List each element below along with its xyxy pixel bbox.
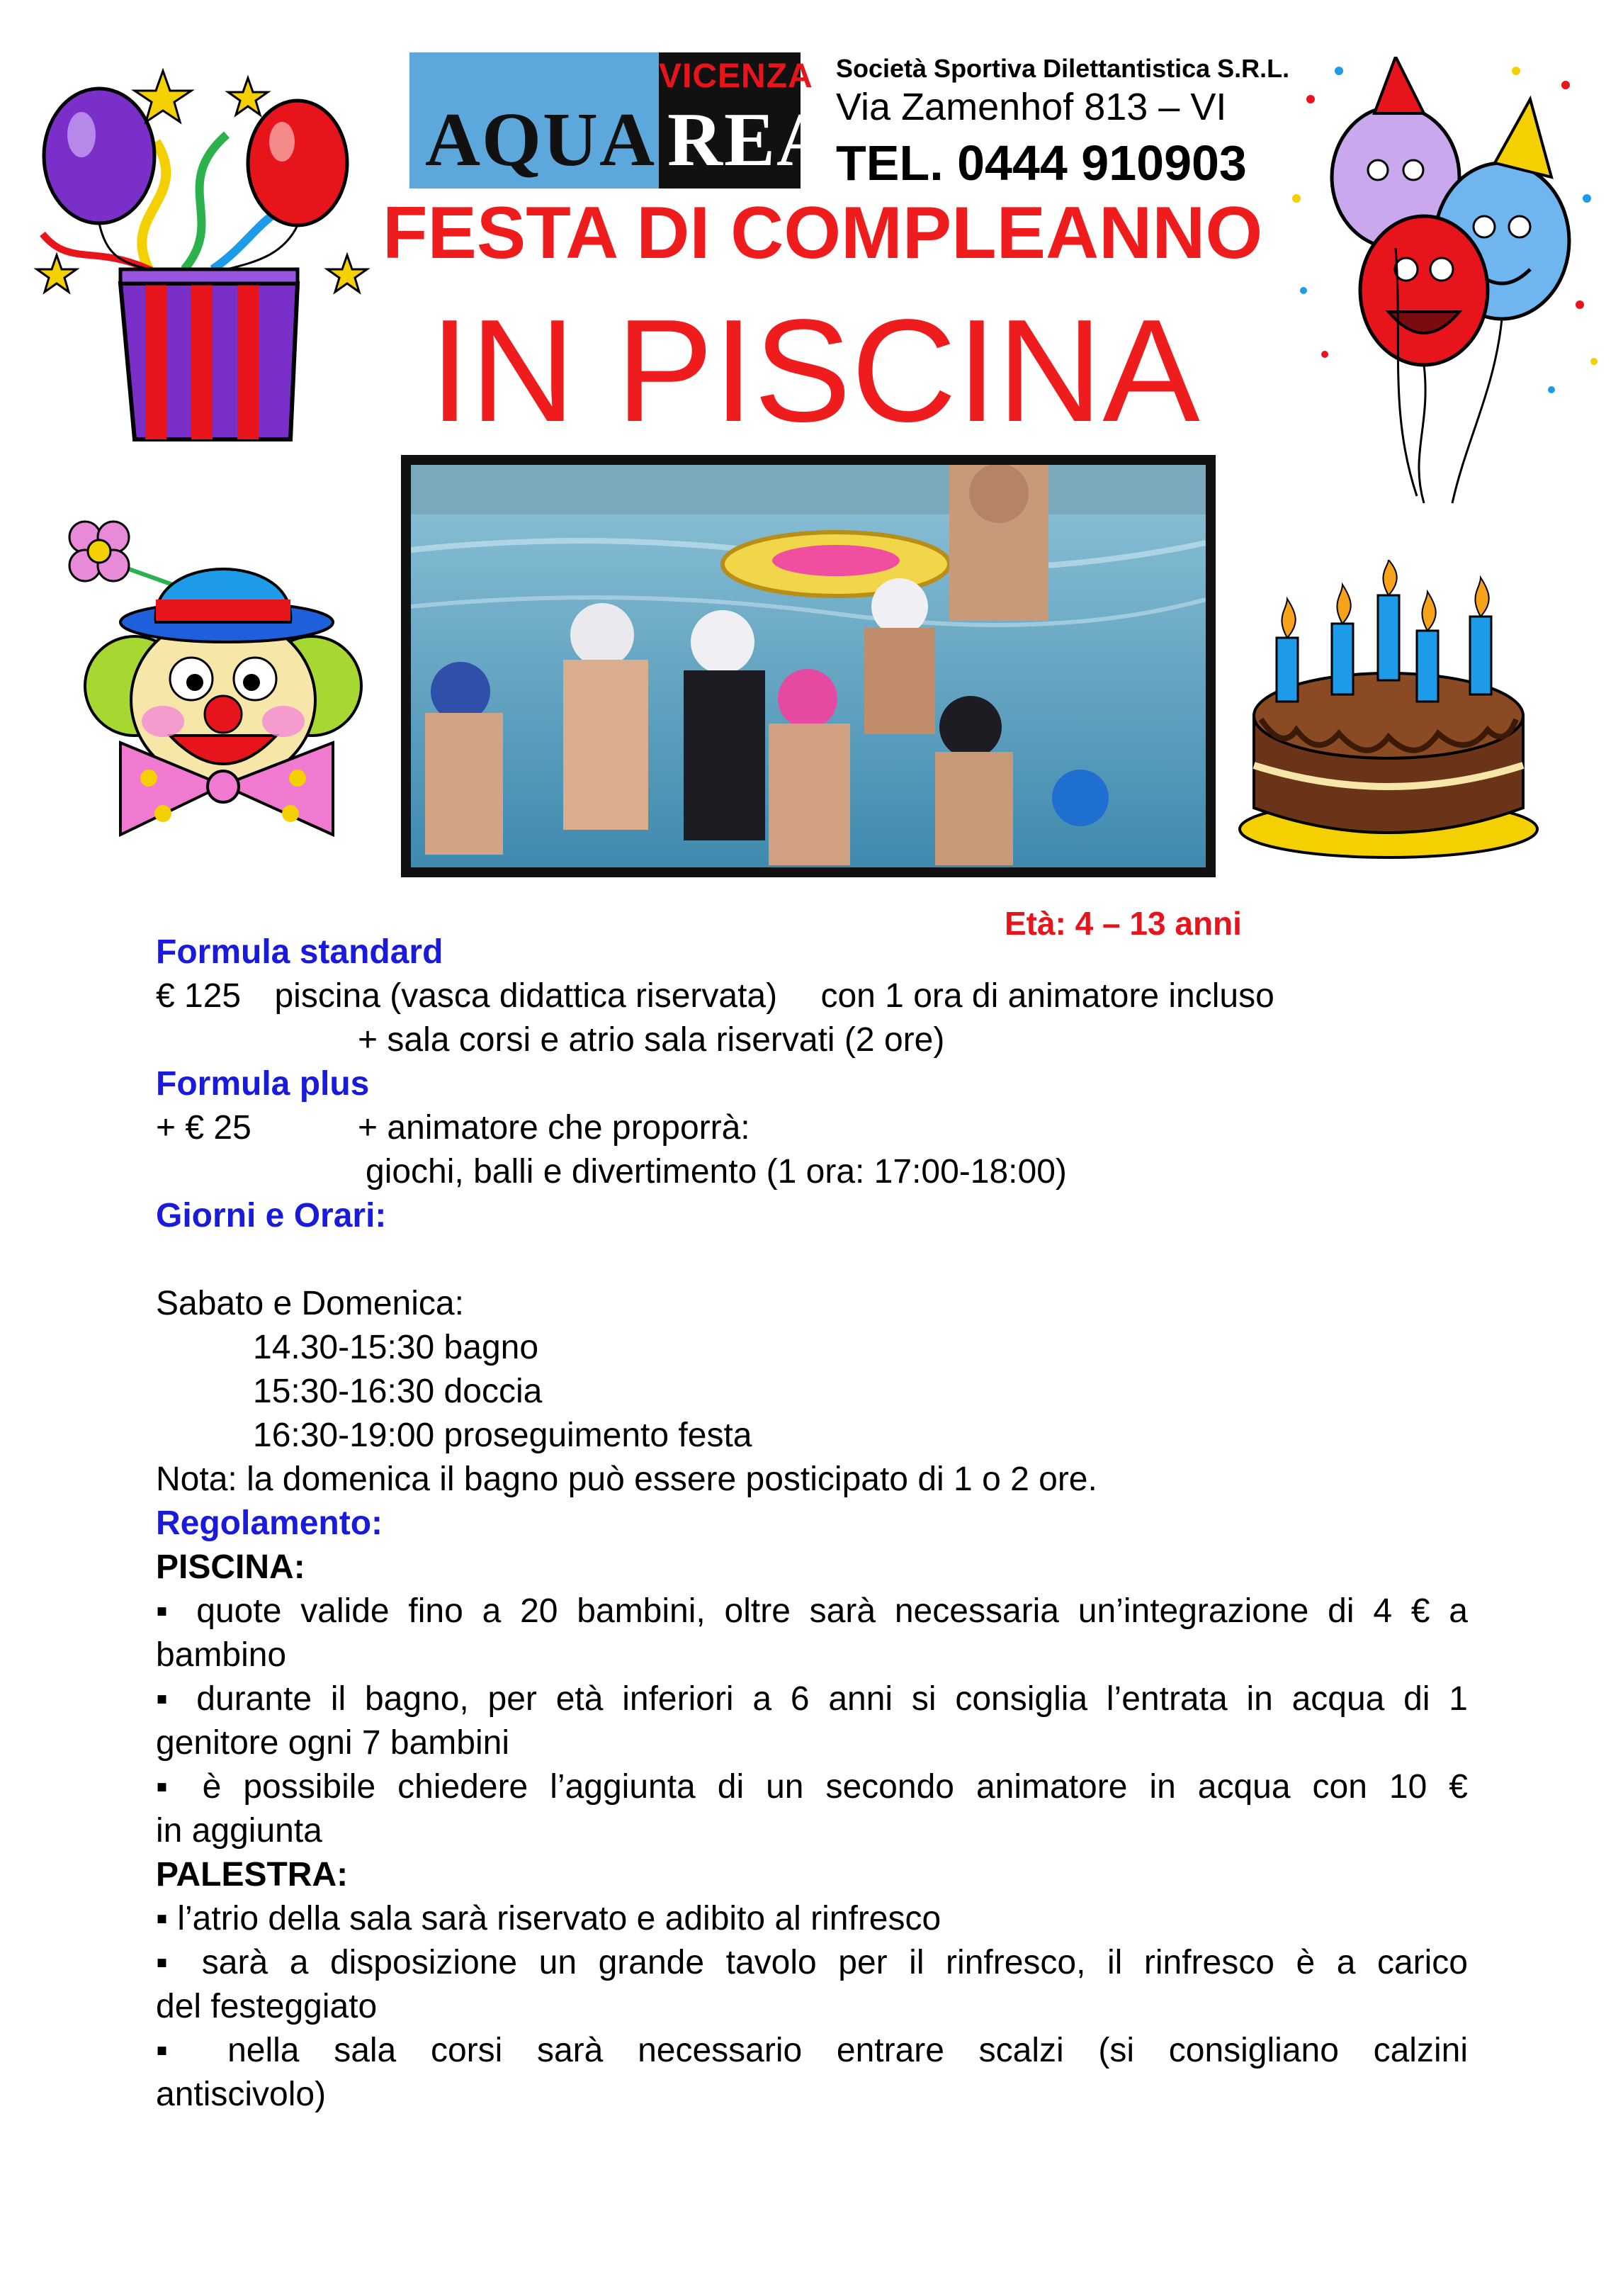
page-title: FESTA DI COMPLEANNO [383,192,1263,274]
schedule-slot: 14.30-15:30 bagno [253,1329,539,1366]
company-name: Società Sportiva Dilettantistica S.R.L. [836,54,1290,83]
plus-line2: giochi, balli e divertimento (1 ora: 17:00-18:00) [366,1153,1067,1191]
rules-heading: Regolamento: [156,1504,383,1542]
standard-animator: con 1 ora di animatore incluso [820,977,1274,1015]
company-address: Via Zamenhof 813 – VI [836,86,1227,128]
aquarea-logo [409,52,834,188]
gym-rule-line: ▪ sarà a disposizione un grande tavolo per il rinfresco, il rinfresco è a carico [156,1944,1468,1981]
formula-standard-line2: + sala corsi e atrio sala riservati (2 ore) [358,1021,945,1059]
plus-price: + € 25 [156,1109,251,1147]
pool-rule-line: in aggiunta [156,1812,322,1850]
pool-rule-line: ▪ durante il bagno, per età inferiori a 6 anni si consiglia l’entrata in acqua di 1 [156,1680,1468,1718]
gym-rule-line: ▪ nella sala corsi sarà necessario entrare scalzi (si consigliano calzini [156,2032,1468,2069]
age-range: Età: 4 – 13 anni [1005,905,1242,942]
gym-rules-heading: PALESTRA: [156,1856,349,1893]
logo-aqua: AQUA [425,98,656,182]
plus-line1: + animatore che proporrà: [358,1109,750,1147]
schedule-slot: 16:30-19:00 proseguimento festa [253,1417,752,1454]
birthday-cake-icon [1233,560,1544,872]
pool-children-photo [401,455,1216,877]
clown-icon [57,509,390,842]
logo-city: VICENZA [659,57,813,95]
page-subtitle: IN PISCINA [429,289,1200,452]
formula-standard-heading: Formula standard [156,933,443,971]
schedule-heading: Giorni e Orari: [156,1197,387,1234]
gift-box-balloons-icon [14,57,383,454]
pool-rule-line: bambino [156,1636,287,1674]
pool-rules-heading: PISCINA: [156,1548,305,1586]
standard-pool: piscina (vasca didattica riservata) [274,977,778,1015]
schedule-slot: 15:30-16:30 doccia [253,1373,543,1410]
logo-rea: REA [667,98,834,182]
schedule-note: Nota: la domenica il bagno può essere posticipato di 1 o 2 ore. [156,1461,1097,1498]
gym-rule-line: ▪ l’atrio della sala sarà riservato e adibito al rinfresco [156,1900,941,1937]
pool-rule-line: genitore ogni 7 bambini [156,1724,510,1762]
gym-rule-line: antiscivolo) [156,2076,327,2113]
gym-rule-line: del festeggiato [156,1988,378,2025]
standard-price: € 125 [156,977,242,1015]
schedule-days: Sabato e Domenica: [156,1285,464,1322]
formula-standard-line1 [156,977,1274,1015]
pool-rule-line: ▪ è possibile chiedere l’aggiunta di un secondo animatore in acqua con 10 € [156,1768,1468,1806]
formula-plus-heading: Formula plus [156,1065,370,1103]
company-phone: TEL. 0444 910903 [836,135,1247,191]
party-balloons-icon [1282,57,1608,510]
pool-rule-line: ▪ quote valide fino a 20 bambini, oltre sarà necessaria un’integrazione di 4 € a [156,1592,1468,1630]
